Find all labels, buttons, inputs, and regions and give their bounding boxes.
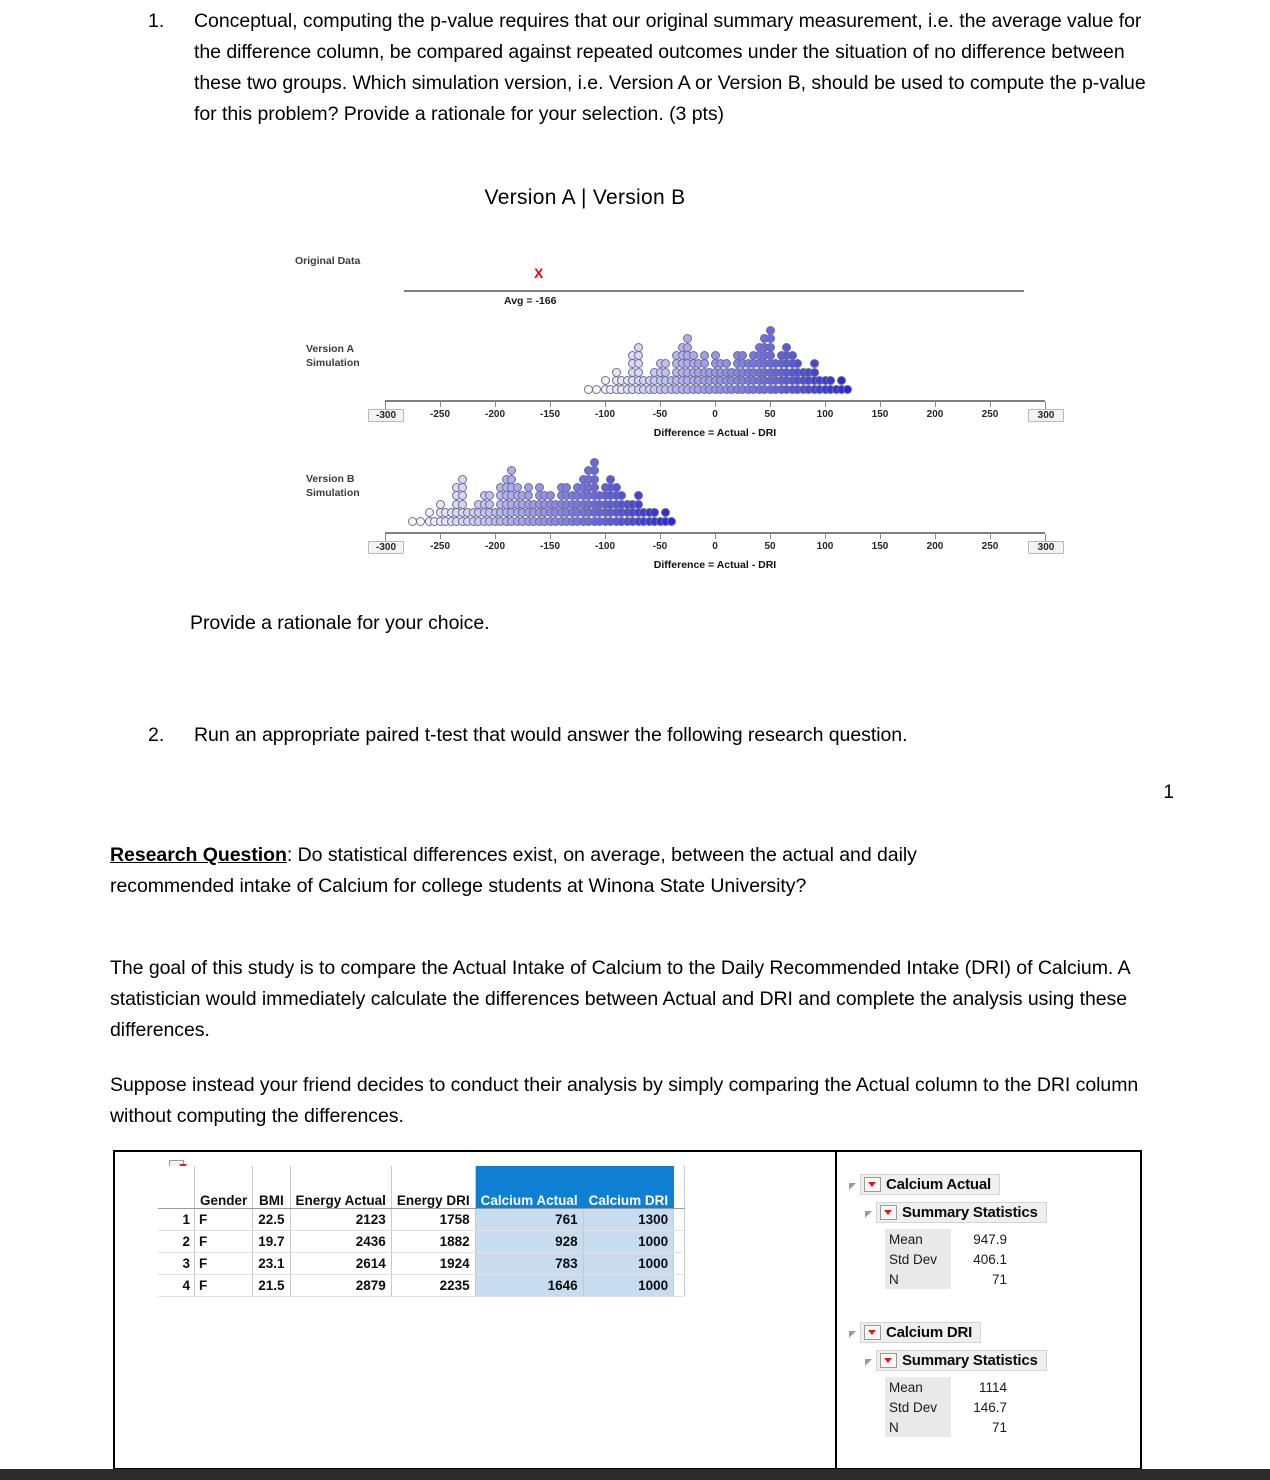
column-header-energy-dri[interactable]: Energy DRI (391, 1166, 475, 1209)
cell-calcium-dri[interactable]: 1300 (583, 1209, 674, 1231)
cell-calcium-dri[interactable]: 1000 (583, 1231, 674, 1253)
stat-value-mean: 947.9 (973, 1231, 1007, 1247)
axis-tick-label: 300 (1028, 409, 1064, 422)
figure-title: Version A | Version B (484, 186, 686, 209)
dotplot-dot (810, 359, 819, 368)
jmp-data-table-pane (115, 1152, 837, 1468)
stat-label-n: N (885, 1269, 951, 1289)
cell-overflow (674, 1275, 685, 1297)
dotplot-dot (485, 491, 494, 500)
stat-value-std-dev: 406.1 (973, 1251, 1007, 1267)
dotplot-dot (416, 517, 425, 526)
dotplot-dot (843, 385, 852, 394)
dotplot-dot (722, 359, 731, 368)
stats-row (885, 1397, 1017, 1417)
cell-gender[interactable]: F (195, 1253, 253, 1275)
disclosure-triangle-icon[interactable] (865, 1211, 872, 1218)
question-1-text: Conceptual, computing the p-value requires that our original summary measurement, i.e. the average value for the difference column, be compared against repeated outcomes under the situation of no difference between these two groups. Which simulation version, i.e. Version A or Version B, should be used to compute the p-value for this problem? Provide a rationale for your selection. (3 pts) (194, 10, 1146, 125)
axis-tick (660, 402, 661, 407)
stat-label-std-dev: Std Dev (885, 1249, 951, 1269)
axis-tick (550, 402, 551, 407)
axis-tick-label: -150 (539, 409, 560, 420)
dotplot-dot (458, 483, 467, 492)
axis-tick-label: -100 (594, 541, 615, 552)
axis-tick-label: 0 (712, 541, 718, 552)
axis-tick-label: -200 (484, 409, 505, 420)
dotplot-dot (601, 376, 610, 385)
original-data-mean-marker: X (534, 265, 544, 281)
node-header[interactable] (860, 1174, 1000, 1195)
axis-tick (495, 534, 496, 539)
dotplot-dot (634, 343, 643, 352)
column-header-energy-actual[interactable]: Energy Actual (290, 1166, 391, 1209)
report-node-summary-statistics-actual[interactable] (865, 1202, 1047, 1223)
stat-label-mean: Mean (885, 1377, 951, 1397)
axis-tick-label: -150 (539, 541, 560, 552)
dotplot-dot (617, 491, 626, 500)
dotplot-dot (766, 326, 775, 335)
column-header-gender[interactable]: Gender (195, 1166, 253, 1209)
question-2-number: 2. (148, 724, 165, 746)
cell-energy-actual[interactable]: 2614 (290, 1253, 391, 1275)
axis-tick-label: 200 (926, 409, 944, 420)
research-question-heading: Research Question (110, 844, 287, 866)
axis-tick (660, 534, 661, 539)
cell-gender[interactable]: F (195, 1275, 253, 1297)
cell-overflow (674, 1231, 685, 1253)
dotplot-dot (458, 475, 467, 484)
axis-tick (1045, 534, 1046, 541)
node-title: Summary Statistics (902, 1204, 1038, 1221)
stat-value-std-dev: 146.7 (973, 1399, 1007, 1415)
dotplot-dot (524, 491, 533, 500)
row-number: 2 (158, 1231, 195, 1253)
axis-tick (385, 402, 386, 409)
stat-value-n: 71 (991, 1419, 1007, 1435)
paragraph-goal: The goal of this study is to compare the Actual Intake of Calcium to the Daily Recommended Intake (DRI) of Calcium. A statistician would immediately calculate the differences between Actual and DRI and complete the analysis using these differences. (110, 957, 1130, 1041)
report-node-calcium-dri[interactable] (849, 1322, 981, 1343)
stat-value-n: 71 (991, 1271, 1007, 1287)
axis-tick (990, 402, 991, 407)
dotplot-dot (507, 475, 516, 484)
row-number: 4 (158, 1275, 195, 1297)
version-a-label-line1: Version A (306, 343, 355, 355)
table-row[interactable] (158, 1231, 685, 1253)
axis-tick (990, 534, 991, 539)
axis-tick-label: 200 (926, 541, 944, 552)
axis-tick (605, 402, 606, 407)
row-number: 1 (158, 1209, 195, 1231)
paragraph-suppose: Suppose instead your friend decides to conduct their analysis by simply comparing the Actual column to the DRI column without computing the differences. (110, 1074, 1139, 1127)
axis-tick (440, 402, 441, 407)
red-triangle-menu-icon[interactable] (864, 1325, 881, 1340)
jmp-data-table[interactable] (158, 1166, 685, 1297)
cell-calcium-dri[interactable]: 1000 (583, 1253, 674, 1275)
axis-tick (715, 402, 716, 407)
cell-overflow (674, 1253, 685, 1275)
cell-gender[interactable]: F (195, 1209, 253, 1231)
dotplot-dot (634, 359, 643, 368)
stat-label-mean: Mean (885, 1229, 951, 1249)
axis-tick (440, 534, 441, 539)
node-header[interactable] (876, 1350, 1047, 1371)
dotplot-dot (683, 334, 692, 343)
dotplot-dot (546, 491, 555, 500)
node-title: Summary Statistics (902, 1352, 1038, 1369)
axis-tick-label: 50 (764, 541, 776, 552)
dotplot-dot (634, 491, 643, 500)
axis-tick-label: 150 (871, 409, 889, 420)
axis-tick (825, 402, 826, 407)
axis-tick (825, 534, 826, 539)
table-row[interactable] (158, 1275, 685, 1297)
dotplot-dot (766, 343, 775, 352)
question-2-text: Run an appropriate paired t-test that would answer the following research question. (194, 724, 908, 746)
stats-row (885, 1249, 1017, 1269)
question-2 (148, 720, 1148, 751)
axis-tick-label: -250 (429, 409, 450, 420)
page-number: 1 (1163, 782, 1174, 803)
dotplot-dot (458, 491, 467, 500)
stat-value-mean: 1114 (978, 1379, 1007, 1395)
dotplot-dot (592, 385, 601, 394)
table-header-row (158, 1166, 685, 1209)
axis-tick (880, 402, 881, 407)
axis-tick-label: -300 (368, 409, 404, 422)
cell-bmi[interactable]: 22.5 (253, 1209, 290, 1231)
dotplot-dot (590, 458, 599, 467)
dotplot-dot (700, 351, 709, 360)
stat-label-n: N (885, 1417, 951, 1437)
stats-row (885, 1269, 1017, 1289)
axis-tick-label: -250 (429, 541, 450, 552)
cell-gender[interactable]: F (195, 1231, 253, 1253)
cell-calcium-actual[interactable]: 1646 (475, 1275, 583, 1297)
axis-tick (605, 534, 606, 539)
avg-label: Avg = -166 (504, 295, 557, 307)
cell-calcium-dri[interactable]: 1000 (583, 1275, 674, 1297)
version-b-dotplot (385, 453, 1050, 525)
axis-tick (935, 534, 936, 539)
column-header-calcium-dri[interactable]: Calcium DRI (583, 1166, 674, 1209)
node-header[interactable] (876, 1202, 1047, 1223)
jmp-screenshot-box (113, 1150, 1142, 1470)
axis-tick (385, 534, 386, 541)
axis-caption: Difference = Actual - DRI (653, 559, 777, 571)
cell-energy-dri[interactable]: 1758 (391, 1209, 475, 1231)
dotplot-dot (650, 508, 659, 517)
jmp-report-pane (837, 1152, 1140, 1468)
axis-tick-label: 100 (816, 409, 834, 420)
axis-tick-label: 100 (816, 541, 834, 552)
column-header-calcium-actual[interactable]: Calcium Actual (475, 1166, 583, 1209)
axis-tick-label: 50 (764, 409, 776, 420)
cell-calcium-actual[interactable]: 928 (475, 1231, 583, 1253)
axis-tick (495, 402, 496, 407)
cell-energy-actual[interactable]: 2123 (290, 1209, 391, 1231)
axis-tick (770, 534, 771, 539)
dotplot-dot (766, 334, 775, 343)
node-header[interactable] (860, 1322, 981, 1343)
cell-energy-actual[interactable]: 2879 (290, 1275, 391, 1297)
cell-overflow (674, 1209, 685, 1231)
axis-tick-label: -300 (368, 541, 404, 554)
dotplot-dot (634, 351, 643, 360)
cell-calcium-actual[interactable]: 783 (475, 1253, 583, 1275)
table-row[interactable] (158, 1253, 685, 1275)
dotplot-dot (683, 343, 692, 352)
disclosure-triangle-icon[interactable] (865, 1359, 872, 1366)
table-corner-cell (158, 1166, 195, 1209)
axis-tick-label: -200 (484, 541, 505, 552)
axis-tick (880, 534, 881, 539)
column-header-bmi[interactable]: BMI (253, 1166, 290, 1209)
axis-tick-label: 300 (1028, 541, 1064, 554)
disclosure-triangle-icon[interactable] (849, 1183, 856, 1190)
row-number: 3 (158, 1253, 195, 1275)
version-b-label-line2: Simulation (306, 487, 360, 499)
axis-tick (715, 534, 716, 539)
simulation-figure (280, 185, 1060, 590)
dotplot-dot (590, 475, 599, 484)
summary-statistics-table-actual (885, 1229, 1017, 1289)
node-title: Calcium Actual (886, 1176, 992, 1193)
axis-tick-label: -50 (652, 541, 668, 552)
axis-tick-label: 150 (871, 541, 889, 552)
axis-caption: Difference = Actual - DRI (653, 427, 777, 439)
node-title: Calcium DRI (886, 1324, 973, 1341)
dotplot-dot (826, 376, 835, 385)
page-bottom-strip (0, 1469, 1270, 1480)
dotplot-dot (661, 359, 670, 368)
dotplot-dot (793, 359, 802, 368)
disclosure-triangle-icon[interactable] (849, 1331, 856, 1338)
question-1 (148, 6, 1148, 130)
axis-tick-label: -50 (652, 409, 668, 420)
axis-tick (935, 402, 936, 407)
stats-row (885, 1377, 1017, 1397)
red-triangle-menu-icon[interactable] (880, 1353, 897, 1368)
axis-tick-label: 250 (981, 541, 999, 552)
cell-energy-actual[interactable]: 2436 (290, 1231, 391, 1253)
dotplot-dot (667, 517, 676, 526)
version-a-label-line2: Simulation (306, 357, 360, 369)
cell-bmi[interactable]: 21.5 (253, 1275, 290, 1297)
report-node-summary-statistics-dri[interactable] (865, 1350, 1047, 1371)
axis-tick-label: 250 (981, 409, 999, 420)
axis-tick (1045, 402, 1046, 409)
cell-calcium-actual[interactable]: 761 (475, 1209, 583, 1231)
column-header-overflow (674, 1166, 685, 1209)
cell-energy-dri[interactable]: 2235 (391, 1275, 475, 1297)
stats-row (885, 1417, 1017, 1437)
table-body (158, 1209, 685, 1297)
original-data-axis (404, 290, 1024, 292)
axis-tick (550, 534, 551, 539)
version-a-dotplot (385, 310, 1050, 393)
cell-energy-dri[interactable]: 1924 (391, 1253, 475, 1275)
cell-bmi[interactable]: 19.7 (253, 1231, 290, 1253)
question-1-number: 1. (148, 10, 165, 32)
research-question-body: : Do statistical differences exist, on average, between the actual and daily recommended intake of Calcium for college students at Winona State University? (110, 844, 917, 897)
dotplot-dot (524, 483, 533, 492)
dotplot-dot (590, 466, 599, 475)
table-row[interactable] (158, 1209, 685, 1231)
axis-tick (770, 402, 771, 407)
research-question-paragraph (110, 840, 1035, 902)
axis-tick-label: -100 (594, 409, 615, 420)
report-node-calcium-actual[interactable] (849, 1174, 1000, 1195)
axis-tick-label: 0 (712, 409, 718, 420)
rationale-prompt: Provide a rationale for your choice. (190, 612, 490, 634)
red-triangle-menu-icon[interactable] (880, 1205, 897, 1220)
dotplot-dot (425, 508, 434, 517)
dotplot-dot (661, 508, 670, 517)
original-data-label: Original Data (295, 255, 361, 267)
dotplot-dot (837, 376, 846, 385)
dotplot-dot (606, 475, 615, 484)
dotplot-dot (782, 343, 791, 352)
stats-row (885, 1229, 1017, 1249)
dotplot-dot (507, 466, 516, 475)
version-b-label-line1: Version B (306, 473, 355, 485)
summary-statistics-table-dri (885, 1377, 1017, 1437)
red-triangle-menu-icon[interactable] (864, 1177, 881, 1192)
cell-bmi[interactable]: 23.1 (253, 1253, 290, 1275)
cell-energy-dri[interactable]: 1882 (391, 1231, 475, 1253)
dotplot-dot (700, 359, 709, 368)
stat-label-std-dev: Std Dev (885, 1397, 951, 1417)
